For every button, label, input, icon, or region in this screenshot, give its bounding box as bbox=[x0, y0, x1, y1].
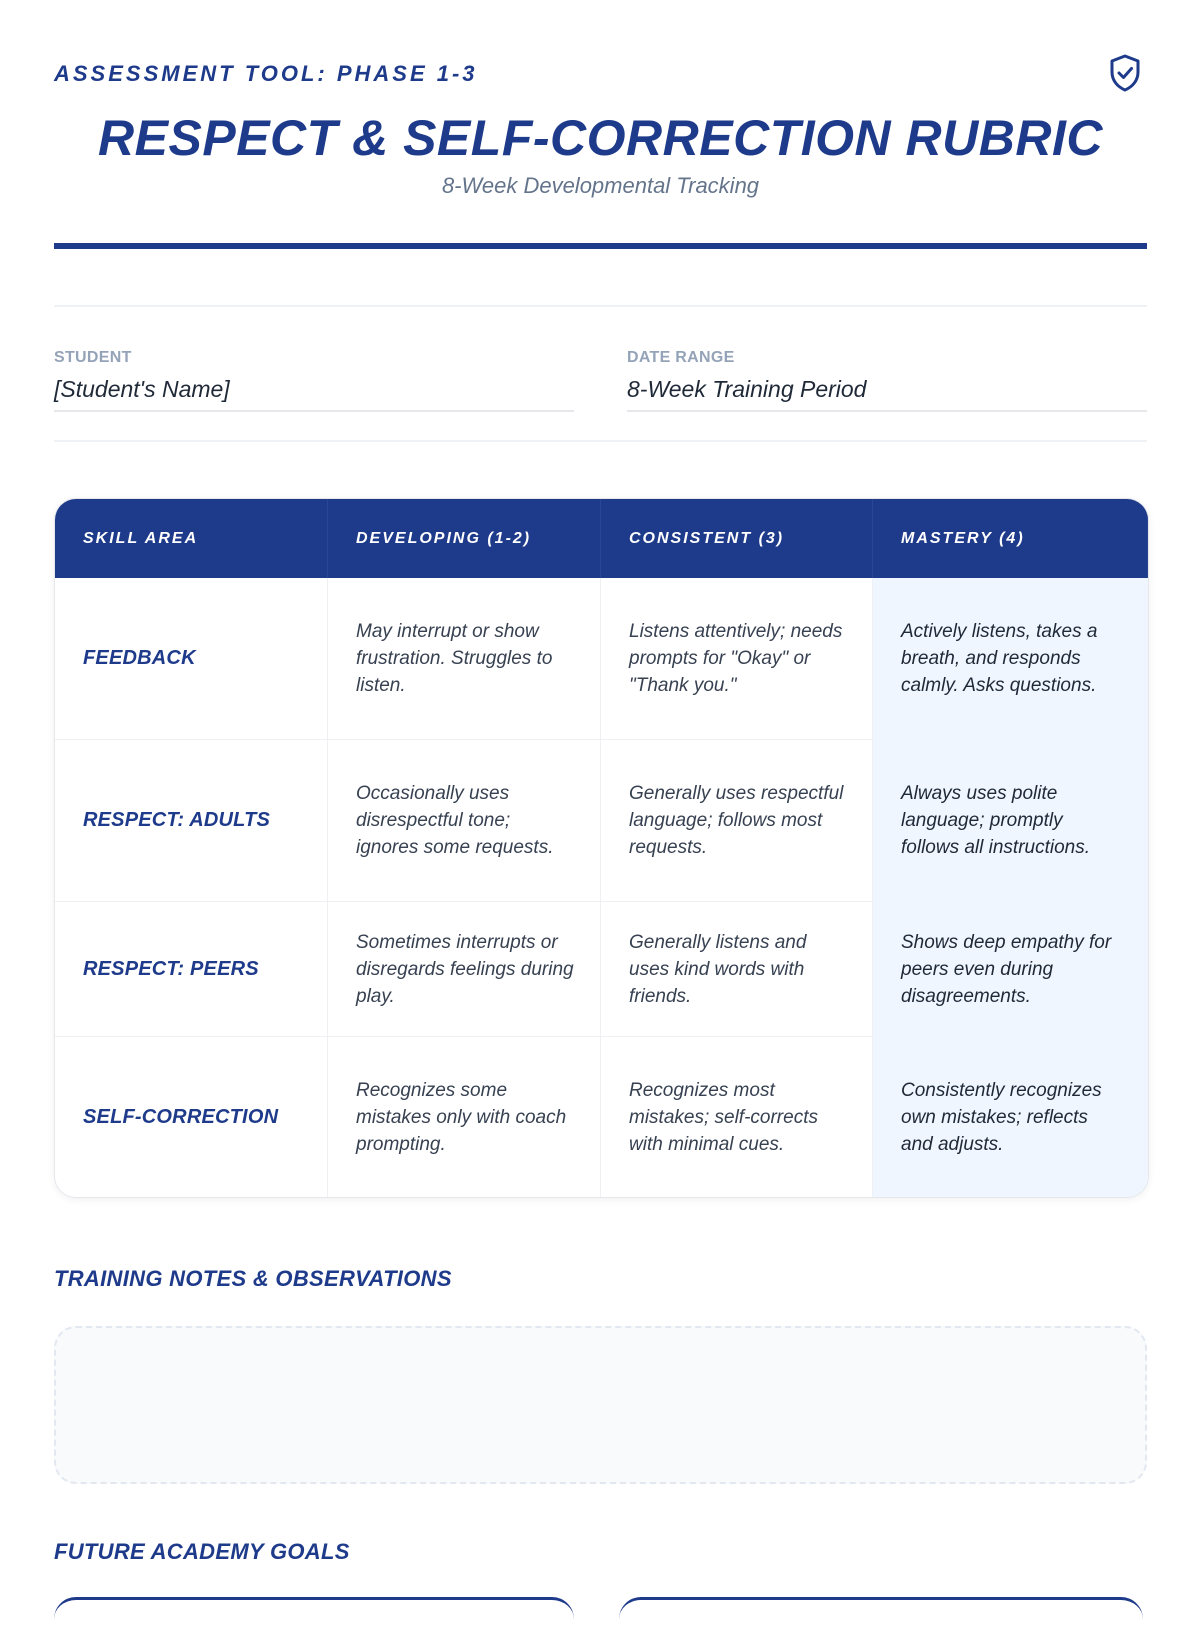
goal-card bbox=[54, 1597, 574, 1640]
skill-respect-adults: RESPECT: ADULTS bbox=[55, 740, 328, 902]
student-label: STUDENT bbox=[54, 349, 132, 366]
date-range-value[interactable]: 8-Week Training Period bbox=[627, 374, 1147, 412]
self-correction-consistent: Recognizes most mistakes; self-corrects with minimal cues. bbox=[601, 1037, 873, 1197]
skill-self-correction: SELF-CORRECTION bbox=[55, 1037, 328, 1197]
respect-adults-developing: Occasionally uses disrespectful tone; ignores some requests. bbox=[328, 740, 601, 902]
header-skill-area: SKILL AREA bbox=[55, 499, 328, 578]
date-range-label: DATE RANGE bbox=[627, 349, 735, 366]
date-range-field[interactable] bbox=[627, 347, 1147, 412]
respect-adults-mastery: Always uses polite language; promptly follows all instructions. bbox=[873, 740, 1148, 902]
header-developing: DEVELOPING (1-2) bbox=[328, 499, 601, 578]
skill-feedback: FEEDBACK bbox=[55, 578, 328, 740]
feedback-consistent: Listens attentively; needs prompts for "Okay" or "Thank you." bbox=[601, 578, 873, 740]
shield-check-icon bbox=[1107, 53, 1143, 93]
page-title: RESPECT & SELF-CORRECTION RUBRIC bbox=[98, 110, 1103, 166]
skill-respect-peers: RESPECT: PEERS bbox=[55, 902, 328, 1037]
feedback-mastery: Actively listens, takes a breath, and responds calmly. Asks questions. bbox=[873, 578, 1148, 740]
header-mastery: MASTERY (4) bbox=[873, 499, 1148, 578]
respect-peers-mastery: Shows deep empathy for peers even during disagreements. bbox=[873, 902, 1148, 1037]
self-correction-developing: Recognizes some mistakes only with coach prompting. bbox=[328, 1037, 601, 1197]
info-top-divider bbox=[54, 305, 1147, 307]
student-field[interactable] bbox=[54, 347, 574, 412]
respect-peers-developing: Sometimes interrupts or disregards feelings during play. bbox=[328, 902, 601, 1037]
goals-title: FUTURE ACADEMY GOALS bbox=[54, 1539, 350, 1564]
feedback-developing: May interrupt or show frustration. Struggles to listen. bbox=[328, 578, 601, 740]
info-bottom-divider bbox=[54, 440, 1147, 442]
header-consistent: CONSISTENT (3) bbox=[601, 499, 873, 578]
respect-peers-consistent: Generally listens and uses kind words with friends. bbox=[601, 902, 873, 1037]
self-correction-mastery: Consistently recognizes own mistakes; reflects and adjusts. bbox=[873, 1037, 1148, 1197]
respect-adults-consistent: Generally uses respectful language; follows most requests. bbox=[601, 740, 873, 902]
page-subtitle: 8-Week Developmental Tracking bbox=[441, 173, 760, 198]
goal-card bbox=[619, 1597, 1143, 1640]
notes-input-area[interactable] bbox=[54, 1326, 1147, 1484]
rubric-table bbox=[54, 498, 1149, 1198]
eyebrow-label: ASSESSMENT TOOL: PHASE 1-3 bbox=[54, 61, 478, 86]
student-value[interactable]: [Student's Name] bbox=[54, 374, 574, 412]
header-divider bbox=[54, 243, 1147, 249]
notes-title: TRAINING NOTES & OBSERVATIONS bbox=[54, 1266, 452, 1291]
rubric-page bbox=[54, 0, 1147, 1600]
